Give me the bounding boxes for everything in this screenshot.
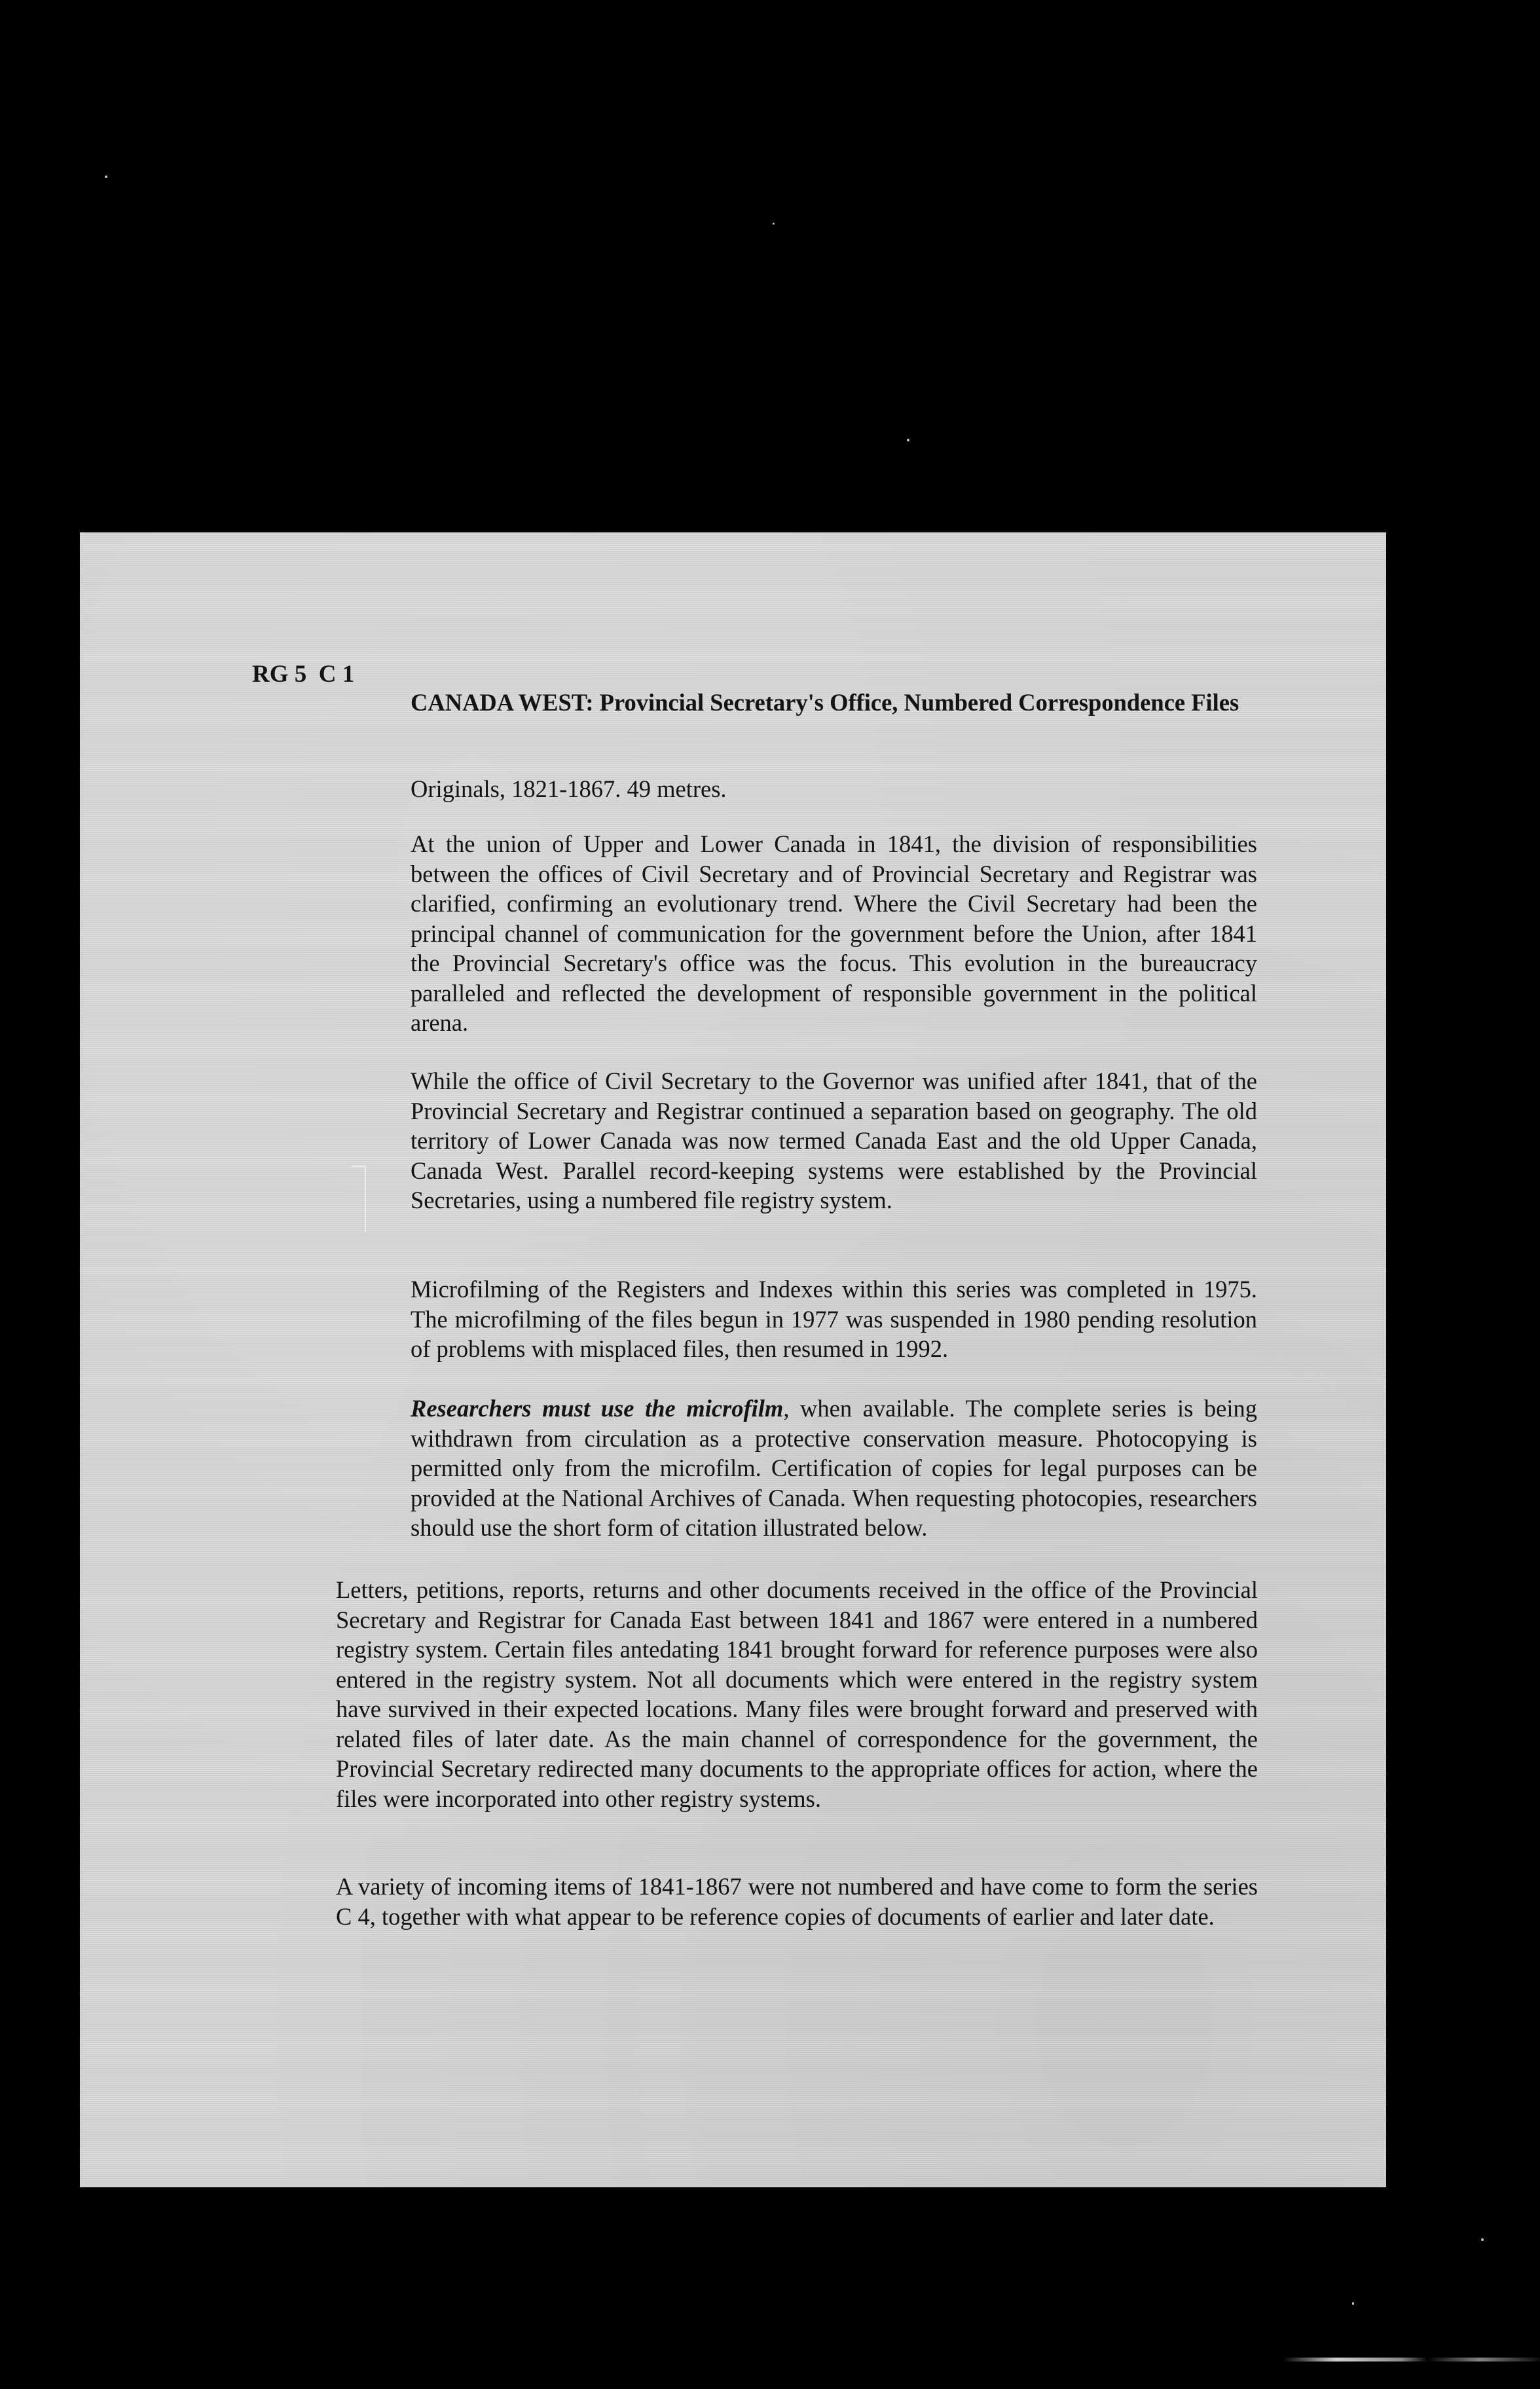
paragraph-registry-description: Letters, petitions, reports, returns and other documents received in the office of the Provincial Secretary and Registrar for Canada East between 1841 and 1867 were entered in a numbered registry system. Certain files antedating 1841 brought forward for reference purposes were also entered in the registry system. Not all documents which were entered in the registry system have survived in their expected locations. Many files were brought forward and preserved with related files of later date. As the main channel of correspondence for the government, the Provincial Secretary redirected many documents to the appropriate offices for action, where the files were incorporated into other registry systems. [336,1576,1258,1812]
film-dust-speck [773,223,775,225]
microfilm-notice-text: , when available. The complete series is being withdrawn from circulation as a protective conservation measure. Photocopying is permitted only from the microfilm. Certification of copies for legal purposes can be provided at the National Archives of Canada. When requesting photocopies, researchers should use the short form of citation illustrated below. [411,1395,1257,1541]
scanned-document-page [80,532,1386,2187]
film-dust-speck [1352,2302,1354,2305]
film-scratch-mark [352,1166,366,1232]
paragraph-microfilm-notice [411,1394,1257,1543]
paragraph-registry-separation: While the office of Civil Secretary to the Governor was unified after 1841, that of the Provincial Secretary and Registrar continued a separation based on geography. The old territory of Lower Canada was now termed Canada East and the old Upper Canada, Canada West. Parallel record-keeping systems were established by the Provincial Secretaries, using a numbered file registry system. [411,1067,1257,1213]
film-edge-artifact [1283,2358,1540,2361]
film-dust-speck [105,176,107,178]
film-dust-speck [907,439,909,441]
document-title: CANADA WEST: Provincial Secretary's Office, Numbered Correspondence Files [411,689,1239,716]
microfilm-emphasis: Researchers must use the microfilm [411,1395,784,1422]
paragraph-union-1841: At the union of Upper and Lower Canada in 1841, the division of responsibilities between the offices of Civil Secretary and of Provincial Secretary and Registrar was clarified, confirming an evolutionary trend. Where the Civil Secretary had been the principal channel of communication for the government before the Union, after 1841 the Provincial Secretary's office was the focus. This evolution in the bureaucracy paralleled and reflected the development of responsible government in the political arena. [411,830,1257,1036]
paragraph-series-c4: A variety of incoming items of 1841-1867 were not numbered and have come to form the series C 4, together with what appear to be reference copies of documents of earlier and later date. [336,1873,1258,1930]
film-dust-speck [1481,2238,1484,2241]
paragraph-microfilming: Microfilming of the Registers and Indexes within this series was completed in 1975. The microfilming of the files begun in 1977 was suspended in 1980 pending resolution of problems with misplaced files, then resumed in 1992. [411,1276,1257,1362]
series-code: RG 5 C 1 [252,661,355,688]
extent-line: Originals, 1821-1867. 49 metres. [411,775,727,802]
